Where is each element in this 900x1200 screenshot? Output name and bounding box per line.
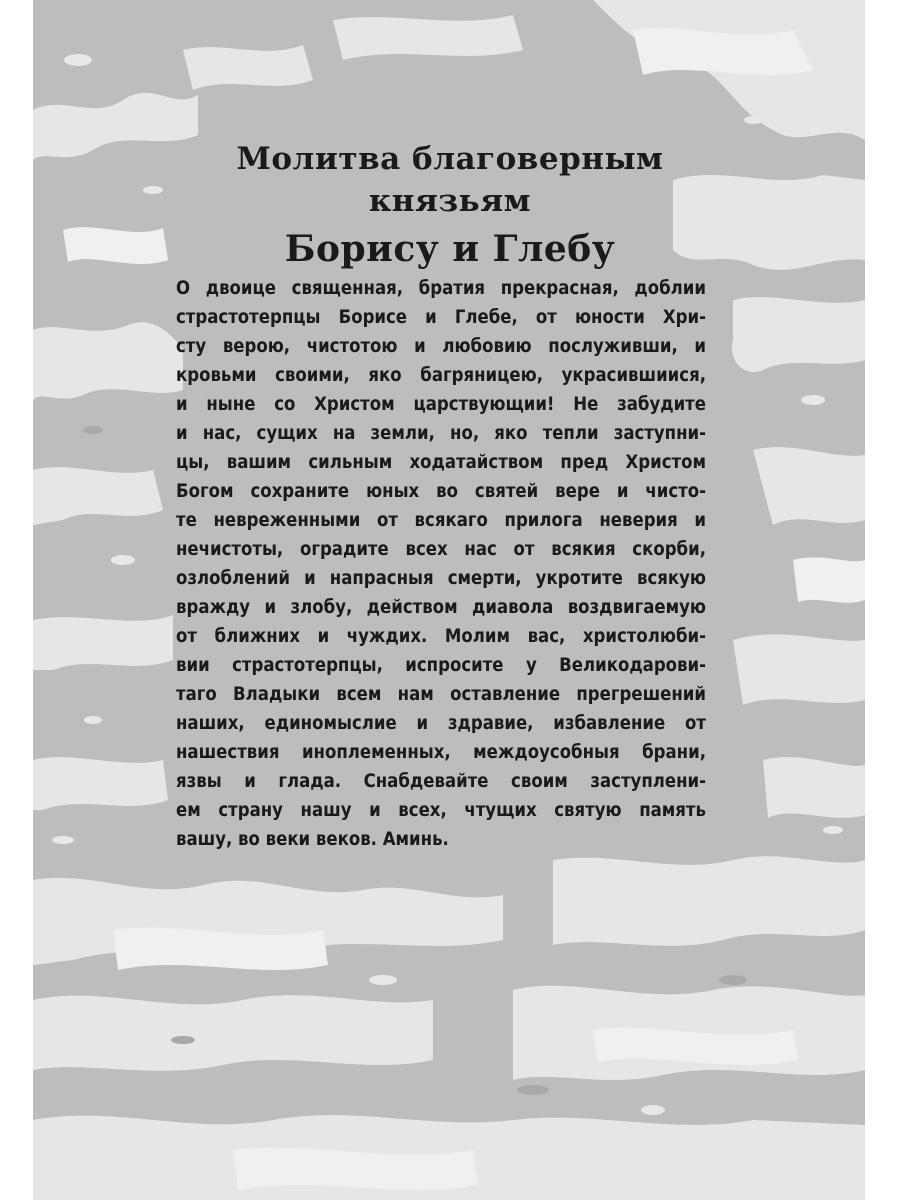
prayer-line: от ближних и чуждих. Молим вас, христолюби- xyxy=(176,626,706,647)
prayer-line: кровьми своими, яко багряницею, украсившиися, xyxy=(176,365,706,386)
title-line-2: князьям xyxy=(368,183,532,219)
prayer-line: Богом сохраните юных во святей вере и чисто- xyxy=(176,481,706,502)
prayer-line: О двоице священная, братия прекрасная, доблии xyxy=(176,278,706,299)
prayer-line: таго Владыки всем нам оставление прегрешений xyxy=(176,684,706,705)
prayer-line: вашу, во веки веков. Аминь. xyxy=(176,829,449,850)
prayer-line: и нас, сущих на земли, но, яко тепли заступни- xyxy=(176,423,706,444)
prayer-line: вии страстотерпцы, испросите у Великодарови- xyxy=(176,655,706,676)
prayer-line: те невреженными от всякаго прилога неверия и xyxy=(176,510,706,531)
prayer-line: вражду и злобу, действом диавола воздвигаемую xyxy=(176,597,706,618)
prayer-text xyxy=(176,274,706,854)
prayer-line: нечистоты, оградите всех нас от всякия скорби, xyxy=(176,539,706,560)
prayer-line: цы, вашим сильным ходатайством пред Христом xyxy=(176,452,706,473)
prayer-line: и ныне со Христом царствующии! Не забудите xyxy=(176,394,706,415)
prayer-line: озлоблений и напрасныя смерти, укротите всякую xyxy=(176,568,706,589)
prayer-line: нашествия иноплеменных, междоусобныя брани, xyxy=(176,742,706,763)
prayer-line: страстотерпцы Борисе и Глебе, от юности Хри- xyxy=(176,307,706,328)
prayer-title xyxy=(0,138,900,274)
title-line-1: Молитва благоверным xyxy=(236,141,664,177)
prayer-line: ем страну нашу и всех, чтущих святую память xyxy=(176,800,706,821)
title-line-3: Борису и Глебу xyxy=(284,228,616,270)
prayer-line: язвы и глада. Снабдевайте своим заступлени- xyxy=(176,771,706,792)
prayer-line: сту верою, чистотою и любовию послуживши, и xyxy=(176,336,706,357)
prayer-line: наших, единомыслие и здравие, избавление от xyxy=(176,713,706,734)
